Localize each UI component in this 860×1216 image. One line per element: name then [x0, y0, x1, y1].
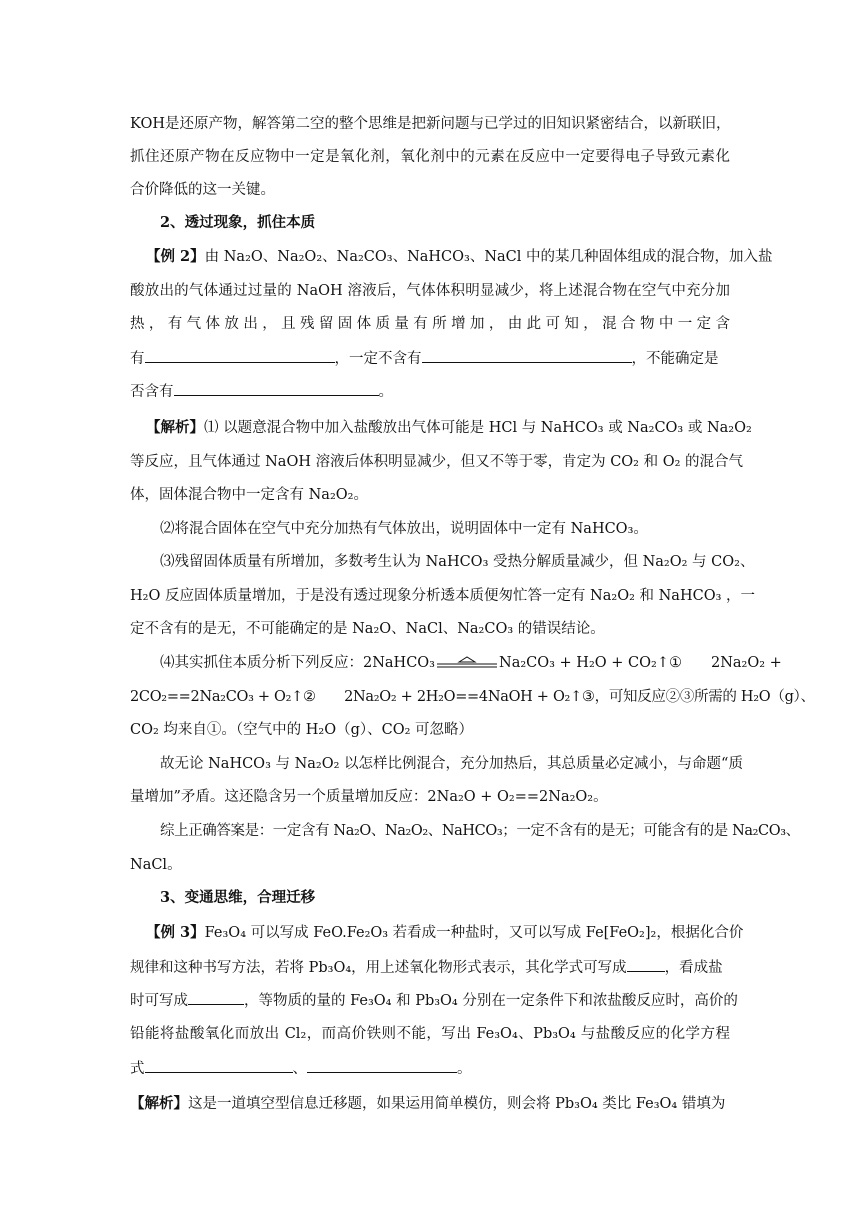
analysis-2-line: NaCl。	[130, 857, 182, 873]
analysis-2-line: ⑶残留固体质量有所增加，多数考生认为 NaHCO₃ 受热分解质量减少，但 Na₂O₂ 与 CO₂、	[160, 554, 755, 570]
text-span: 否含有	[130, 384, 174, 400]
section-heading-2: 2、透过现象，抓住本质	[160, 214, 316, 231]
text-span: ，一定不含有	[334, 351, 422, 367]
analysis-2-line: 2CO₂==2Na₂CO₃ + O₂↑② 2Na₂O₂ + 2H₂O==4NaOH + O₂↑③，可知反应②③所需的 H₂O（g）、	[130, 689, 815, 705]
text-span: 有	[130, 351, 145, 367]
answer-blank[interactable]	[627, 957, 665, 972]
analysis-2-tag: 【解析】	[146, 419, 204, 436]
analysis-2-line: 量增加”矛盾。这还隐含另一个质量增加反应：2Na₂O + O₂==2Na₂O₂。	[130, 789, 608, 805]
example-2-line: 热，有气体放出，且残留固体质量有所增加，由此可知，混合物中一定含	[130, 316, 730, 332]
text-span: 。	[457, 1061, 472, 1077]
heating-arrow-icon	[435, 656, 499, 670]
paragraph-line: 抓住还原产物在反应物中一定是氧化剂，氧化剂中的元素在反应中一定要得电子导致元素化	[130, 149, 730, 165]
example-3-line	[130, 957, 730, 978]
analysis-text: Na₂CO₃ + H₂O + CO₂↑① 2Na₂O₂ +	[499, 655, 782, 671]
text-span: 、	[292, 1061, 307, 1077]
analysis-2-line	[146, 418, 752, 438]
text-span: 。	[378, 384, 393, 400]
example-2-line: 酸放出的气体通过过量的 NaOH 溶液后，气体体积明显减少，将上述混合物在空气中充分加	[130, 283, 730, 299]
analysis-2-line: 定不含有的是无，不可能确定的是 Na₂O、NaCl、Na₂CO₃ 的错误结论。	[130, 621, 605, 637]
analysis-2-line: 综上正确答案是：一定含有 Na₂O、Na₂O₂、NaHCO₃；一定不含有的是无；可能含有的是 Na₂CO₃、	[160, 823, 800, 839]
answer-blank[interactable]	[145, 348, 335, 363]
example-3-text: Fe₃O₄ 可以写成 FeO.Fe₂O₃ 若看成一种盐时，又可以写成 Fe[FeO₂]₂，根据化合价	[204, 925, 744, 941]
example-2-line	[130, 381, 730, 402]
analysis-3-line	[130, 1094, 730, 1114]
example-3-line: 铅能将盐酸氧化而放出 Cl₂，而高价铁则不能，写出 Fe₃O₄、Pb₃O₄ 与盐酸反应的化学方程	[130, 1026, 730, 1042]
example-3-line	[130, 1058, 730, 1079]
analysis-2-line: 体，固体混合物中一定含有 Na₂O₂。	[130, 487, 368, 503]
analysis-2-line: 故无论 NaHCO₃ 与 Na₂O₂ 以怎样比例混合，充分加热后，其总质量必定减小，与命题“质	[160, 756, 743, 772]
example-2-line	[146, 247, 773, 267]
analysis-2-line: ⑵将混合固体在空气中充分加热有气体放出，说明固体中一定有 NaHCO₃。	[160, 521, 648, 537]
example-2-line	[130, 348, 730, 369]
example-3-line	[130, 990, 738, 1011]
example-2-text: 由 Na₂O、Na₂O₂、Na₂CO₃、NaHCO₃、NaCl 中的某几种固体组成的混合物，加入盐	[204, 249, 773, 265]
answer-blank[interactable]	[145, 1058, 293, 1073]
answer-blank[interactable]	[188, 990, 244, 1005]
paragraph-line: 合价降低的这一关键。	[130, 182, 275, 198]
analysis-3-tag: 【解析】	[130, 1095, 188, 1112]
text-span: ，等物质的量的 Fe₃O₄ 和 Pb₃O₄ 分别在一定条件下和浓盐酸反应时，高价的	[244, 993, 738, 1009]
example-3-line	[146, 923, 744, 943]
example-3-tag: 【例 3】	[146, 924, 205, 941]
section-heading-3: 3、变通思维，合理迁移	[160, 889, 316, 906]
paragraph-line: KOH是还原产物，解答第二空的整个思维是把新问题与已学过的旧知识紧密结合，以新联旧，	[130, 116, 731, 132]
analysis-2-line: H₂O 反应固体质量增加，于是没有透过现象分析透本质便匆忙答一定有 Na₂O₂ 和 NaHCO₃ ，一	[130, 588, 756, 604]
text-span: ，看成盐	[664, 960, 723, 976]
text-span: ，不能确定是	[631, 351, 719, 367]
text-span: 规律和这种书写方法，若将 Pb₃O₄，用上述氧化物形式表示，其化学式可写成	[130, 960, 627, 976]
example-2-tag: 【例 2】	[146, 248, 205, 265]
analysis-2-line: CO₂ 均来自①。（空气中的 H₂O（g）、CO₂ 可忽略）	[130, 722, 474, 738]
text-span: 时可写成	[130, 993, 188, 1009]
analysis-2-line: 等反应，且气体通过 NaOH 溶液后体积明显减少，但又不等于零，肯定为 CO₂ 和 O₂ 的混合气	[130, 454, 744, 470]
answer-blank[interactable]	[307, 1058, 457, 1073]
analysis-text: ⑷其实抓住本质分析下列反应：2NaHCO₃	[160, 655, 435, 671]
answer-blank[interactable]	[422, 348, 632, 363]
answer-blank[interactable]	[174, 381, 379, 396]
analysis-2-line	[160, 653, 782, 673]
analysis-text: 这是一道填空型信息迁移题，如果运用简单模仿，则会将 Pb₃O₄ 类比 Fe₃O₄ 错填为	[188, 1096, 726, 1112]
analysis-text: ⑴ 以题意混合物中加入盐酸放出气体可能是 HCl 与 NaHCO₃ 或 Na₂CO₃ 或 Na₂O₂	[204, 420, 752, 436]
text-span: 式	[130, 1061, 145, 1077]
